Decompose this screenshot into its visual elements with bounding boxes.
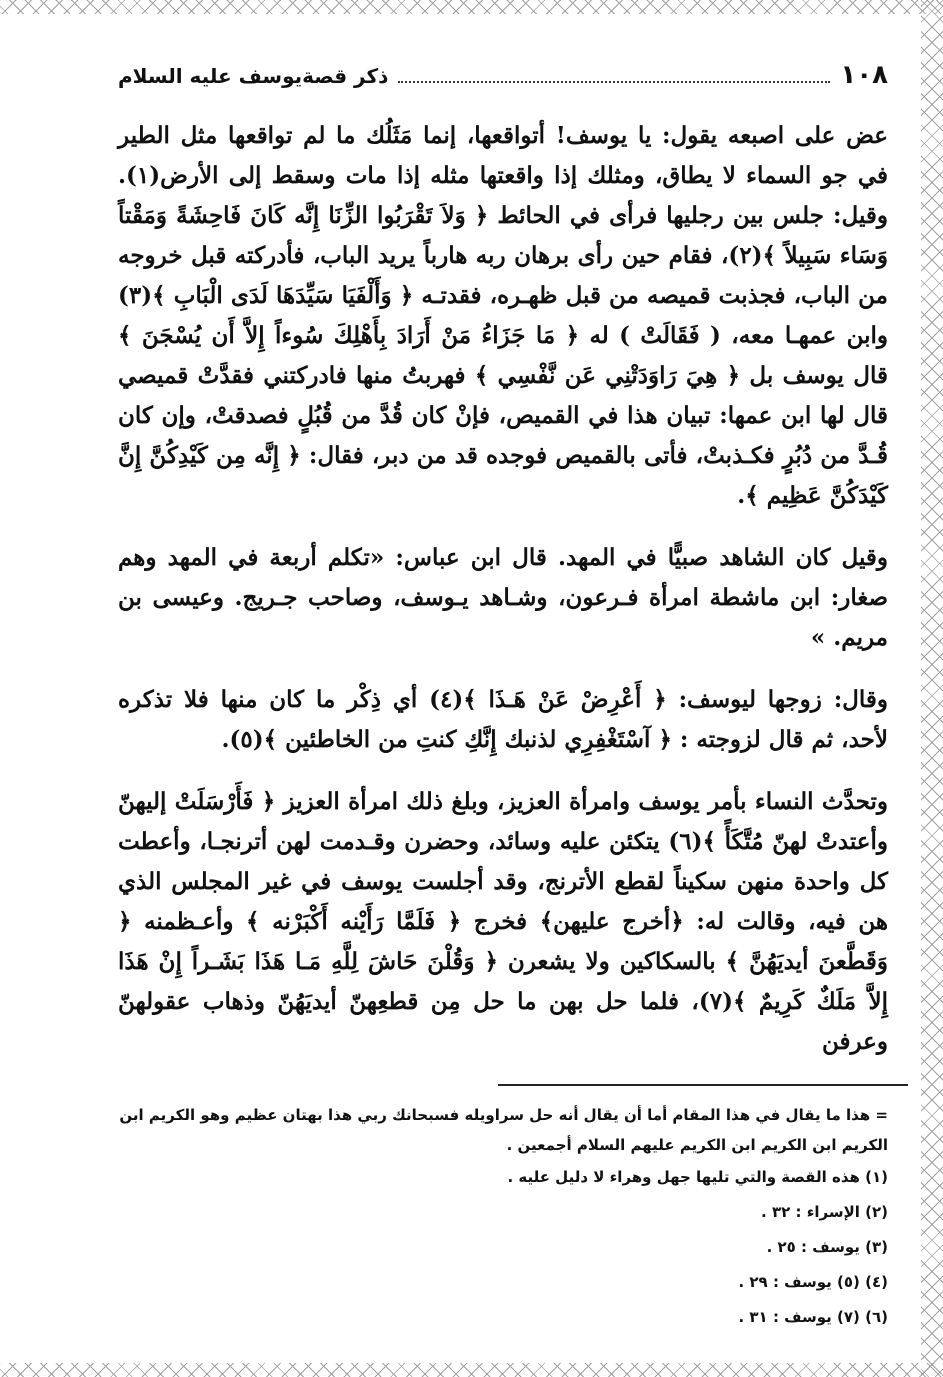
footnote-line: (٦) (٧) يوسف : ٣١ . xyxy=(738,1308,888,1326)
footnote-line: (٤) (٥) يوسف : ٢٩ . xyxy=(738,1273,888,1291)
paragraph: عض على اصبعه يقول: يا يوسف! أتواقعها، إنما مَثَلُك ما لم تواقعها مثل الطير في جو السماء لا يطاق، ومثلك إذا واقعتها مثله إذا مات وسقط إلى الأرض(١). وقيل: جلس بين رجليها فرأى في الحائط ﴿ وَلاَ تَقْرَبُوا الزِّنَا إِنَّه كَانَ فَاحِشَةً وَمَقْتاً وَسَاء سَبِيلاً ﴾(٢)، فقام حين رأى برهان ربه هارباً يريد الباب، فأدركته قبل خروجه من الباب، فجذبت قميصه من قبل ظهـره، فقدتـه ﴿ وَأَلْفَيَا سَيِّدَهَا لَدَى الْبَابِ ﴾(٣) وابن عمهـا معه، ( فَقَالَتْ ) له ﴿ مَا جَزَاءُ مَنْ أَرَادَ بِأَهْلِكَ سُوءاً إِلاَّ أَن يُسْجَنَ ﴾ قال يوسف بل ﴿ هِيَ رَاوَدَتْنِي عَن نَّفْسِي ﴾ فهربتُ منها فادركتني فقدَّتْ قميصي قال لها ابن عمها: تبيان هذا في القميص، فإنْ كان قُدَّ من قُبُلٍ فصدقتْ، وإن كان قُـدَّ من دُبُرٍ فكـذبتْ، فأتى بالقميص فوجده قد من دبر، فقال: ﴿ إِنَّه مِن كَيْدِكُنَّ إِنَّ كَيْدَكُنَّ عَظِيم ﴾. xyxy=(118,122,888,509)
chapter-title: ذكر قصةيوسف عليه السلام xyxy=(118,64,389,88)
ornamental-border-bottom xyxy=(0,1363,943,1377)
paragraph: وتحدَّث النساء بأمر يوسف وامرأة العزيز، وبلغ ذلك امرأة العزيز ﴿ فَأَرْسَلَتْ إليهنّ وأعتدتْ لهنّ مُتَّكَأً ﴾(٦) يتكئن عليه وسائد، وحضرن وقـدمت لهن أترنجـا، وأعطت كل واحدة منهن سكيناً لقطع الأترنج، وقد أجلست يوسف في غير المجلس الذي هن فيه، وقالت له: ﴿أخرج عليهن﴾ فخرج ﴿ فَلَمَّا رَأَيْنه أَكْبَرْنه ﴾ وأعـظمنه ﴿ وَقَطَّعنَ أيديَهُنَّ ﴾ بالسكاكين ولا يشعرن ﴿ وَقُلْنَ حَاشَ لِلَّهِ مَـا هَذَا بَشَـراً إِنْ هَذَا إِلاَّ مَلَكٌ كَرِيمٌ ﴾(٧)، فلما حل بهن ما حل مِن قطعِهنّ أيديَهُنّ وذهاب عقولهنّ وعرفن xyxy=(118,788,889,1055)
footnote-line: (١) هذه القصة والتي تليها جهل وهراء لا دليل عليه . xyxy=(507,1168,888,1186)
footnote-separator xyxy=(498,1084,908,1086)
footnotes xyxy=(118,1084,888,1335)
page-number: ١٠٨ xyxy=(840,60,888,90)
ornamental-border-right xyxy=(921,0,943,1377)
header-dotted-leader xyxy=(398,63,830,83)
footnote-line: = هذا ما يقال في هذا المقام أما أن يقال أنه حل سراويله فسبحانك ربي هذا بهتان عظيم وهو الكريم ابن xyxy=(119,1106,888,1124)
footnote-line: (٣) يوسف : ٢٥ . xyxy=(766,1238,888,1256)
footnote-line: الكريم ابن الكريم ابن الكريم عليهم السلام أجمعين . xyxy=(506,1136,888,1154)
paragraph: وقال: زوجها ليوسف: ﴿ أَعْرِضْ عَنْ هَـذَا ﴾(٤) أي ذِكْر ما كان منها فلا تذكره لأحد، ثم قال لزوجته : ﴿ آسْتَغْفِرِي لذنبك إِنَّكِ كنتِ من الخاطئين ﴾(٥). xyxy=(118,686,888,753)
book-page xyxy=(118,60,888,1335)
main-text xyxy=(118,116,888,1062)
running-head xyxy=(118,60,888,106)
ornamental-border-top xyxy=(0,0,943,14)
paragraph: وقيل كان الشاهد صبيًّا في المهد. قال ابن عباس: «تكلم أربعة في المهد وهم صغار: ابن ماشطة امرأة فـرعون، وشـاهد يـوسف، وصاحب جـريج. وعيسى بن مريم. » xyxy=(118,544,888,651)
footnote-line: (٢) الإسراء : ٣٢ . xyxy=(761,1203,888,1221)
